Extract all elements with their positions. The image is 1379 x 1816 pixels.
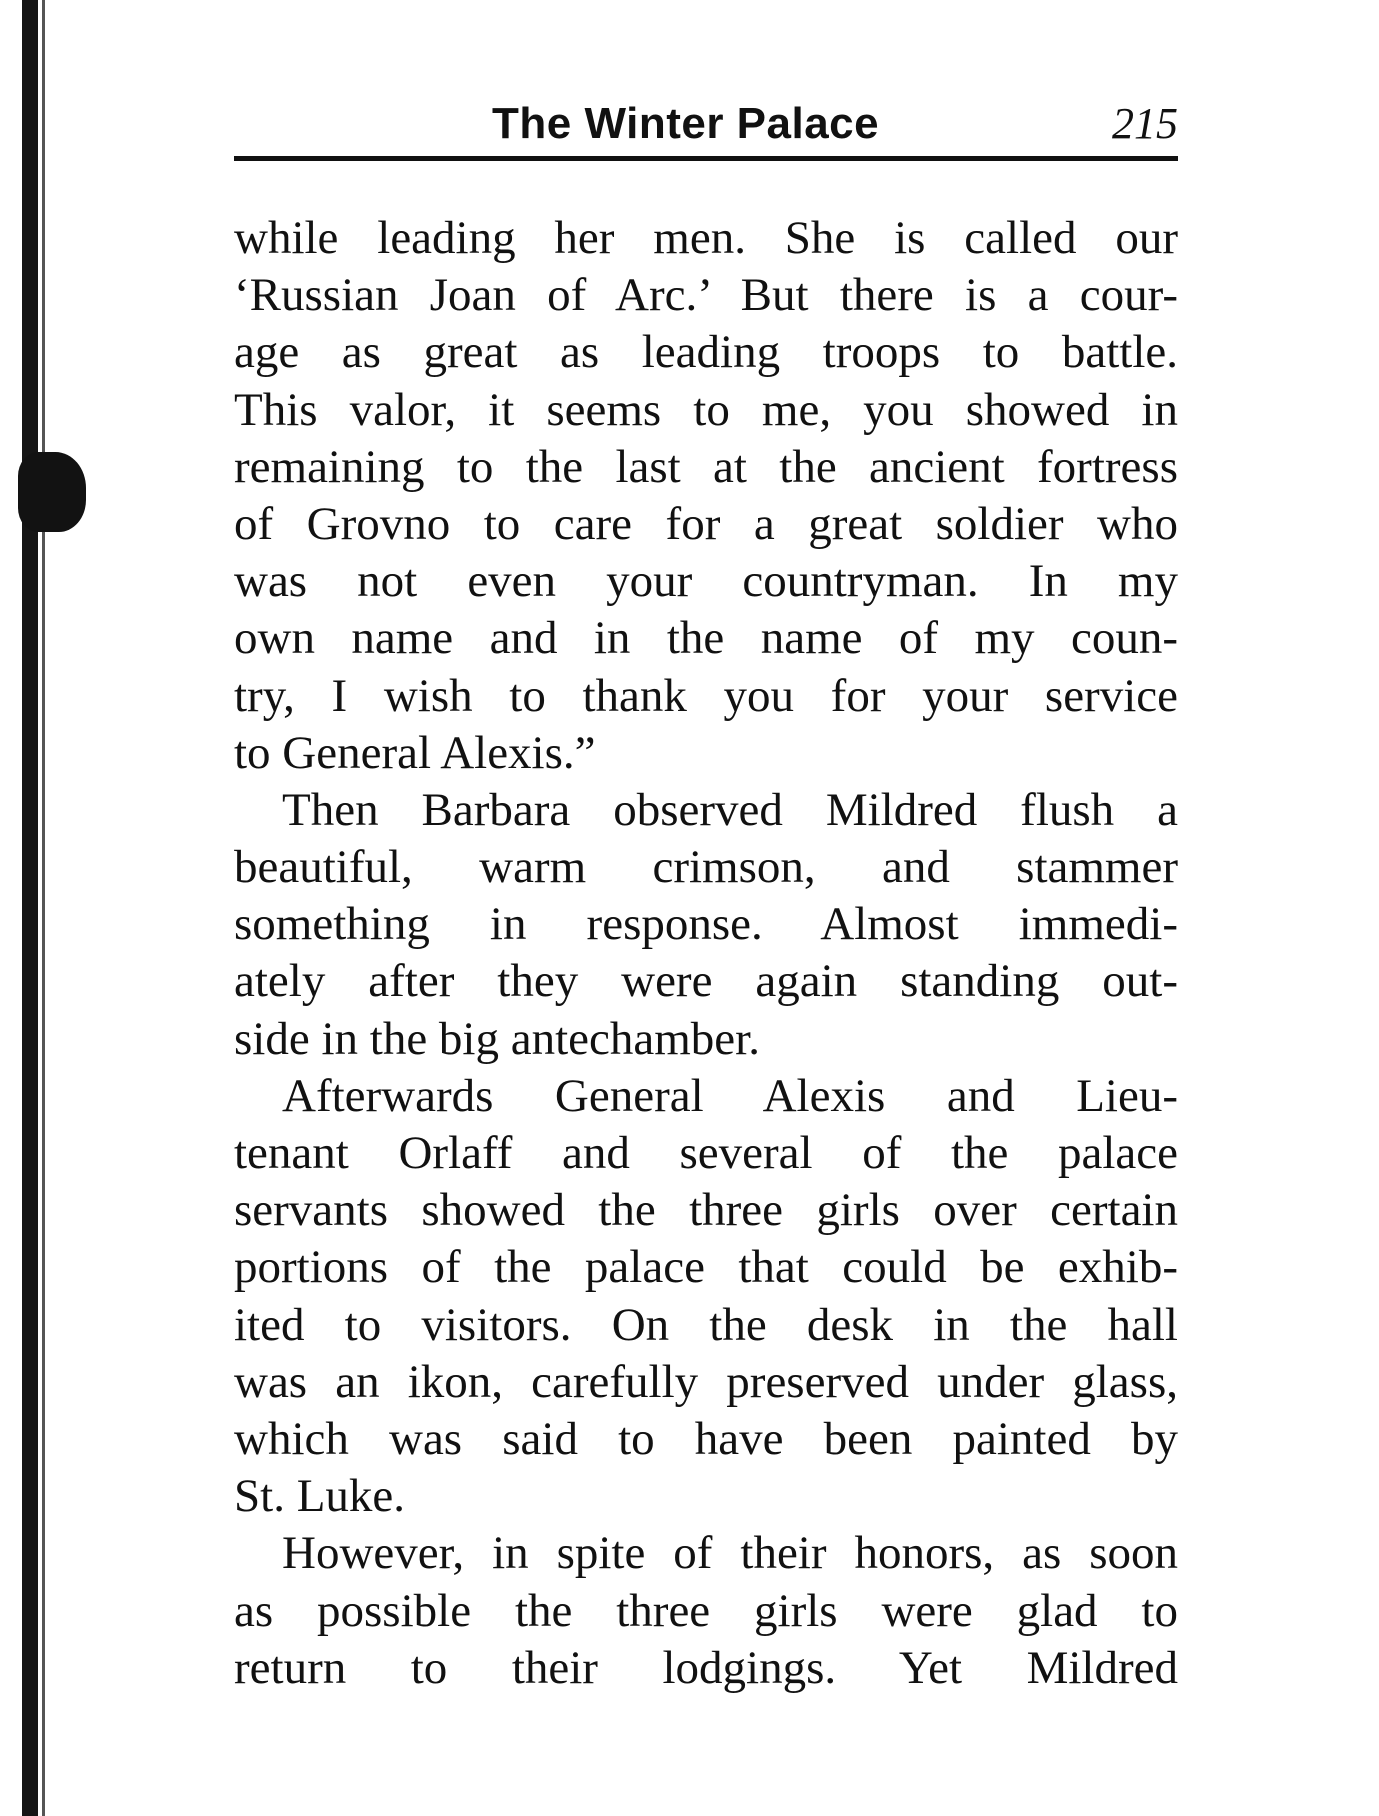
header-rule [234,156,1178,161]
text-line: try, I wish to thank you for your service [234,669,1178,722]
text-line: while leading her men. She is called our [234,212,1178,264]
binding-ink-blot [18,452,86,532]
text-line: ‘Russian Joan of Arc.’ But there is a cour- [234,269,1178,322]
paragraph [234,782,1178,1068]
text-line: portions of the palace that could be exhib- [234,1241,1178,1294]
paragraph [234,210,1178,782]
paragraph [234,1525,1178,1697]
text-line: servants showed the three girls over certain [234,1184,1178,1237]
text-line: return to their lodgings. Yet Mildred [234,1641,1178,1694]
text-line: was not even your countryman. In my [234,555,1178,608]
text-line: Then Barbara observed Mildred flush a [282,783,1178,836]
running-header [234,96,1178,152]
text-line: This valor, it seems to me, you showed in [234,383,1178,436]
text-line: ited to visitors. On the desk in the hall [234,1298,1178,1351]
running-header-title: The Winter Palace [492,99,880,148]
text-line: ately after they were again standing out- [234,955,1178,1008]
page-number: 215 [1112,99,1178,148]
text-line: beautiful, warm crimson, and stammer [234,841,1178,894]
text-line: Afterwards General Alexis and Lieu- [282,1069,1178,1122]
text-line: However, in spite of their honors, as soon [282,1527,1178,1580]
text-line: remaining to the last at the ancient fortress [234,440,1178,493]
text-line: to General Alexis.” [234,726,596,779]
text-line: something in response. Almost immedi- [234,898,1178,951]
text-line: as possible the three girls were glad to [234,1584,1178,1637]
page-binding-shadow [42,0,45,1816]
paragraph [234,1068,1178,1526]
text-line: age as great as leading troops to battle. [234,326,1178,379]
text-line: was an ikon, carefully preserved under glass, [234,1355,1178,1408]
page-binding-edge [22,0,38,1816]
text-line: St. Luke. [234,1470,406,1523]
text-line: which was said to have been painted by [234,1412,1178,1465]
text-line: side in the big antechamber. [234,1012,760,1065]
text-line: of Grovno to care for a great soldier who [234,497,1178,550]
text-line: own name and in the name of my coun- [234,612,1178,665]
text-line: tenant Orlaff and several of the palace [234,1127,1178,1179]
body-text [234,210,1178,1697]
